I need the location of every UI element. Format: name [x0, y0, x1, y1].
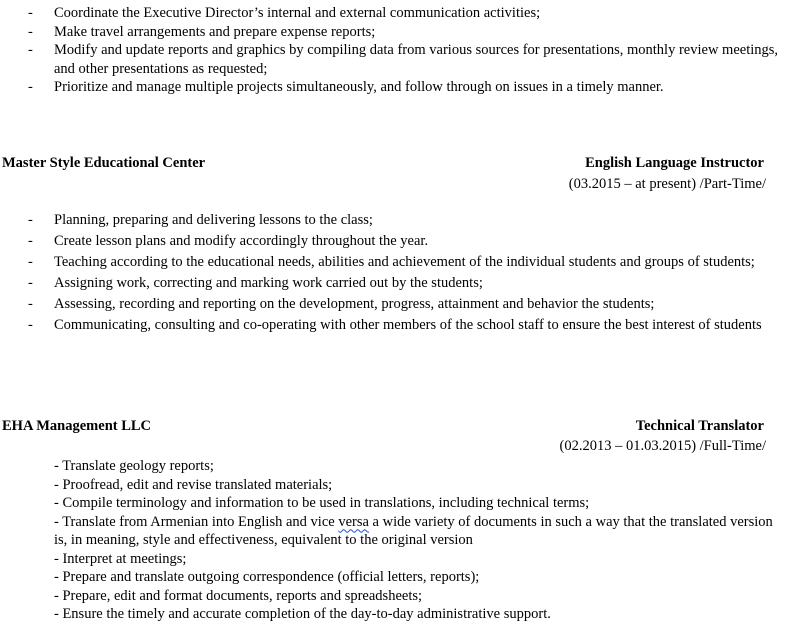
eha-duties [54, 457, 784, 624]
job-header-eha [2, 418, 764, 438]
list-item [0, 273, 780, 294]
list-item: - Interpret at meetings; [54, 550, 187, 567]
company-name: EHA Management LLC [2, 418, 152, 434]
job-title: Technical Translator [635, 418, 764, 434]
job-dates: (02.2013 – 01.03.2015) /Full-Time/ [559, 438, 766, 454]
list-item-text: Make travel arrangements and prepare expense reports; [54, 23, 376, 40]
list-item [0, 23, 780, 42]
bullet-dash: - [28, 296, 33, 312]
bullet-dash: - [28, 233, 33, 249]
master-style-duties [0, 210, 780, 336]
list-item-text: Create lesson plans and modify accordingly throughout the year. [54, 233, 429, 249]
company-name: Master Style Educational Center [2, 155, 206, 171]
bullet-dash: - [28, 5, 33, 21]
list-item [0, 41, 780, 78]
bullet-dash: - [28, 317, 33, 333]
list-item-text: Coordinate the Executive Director’s internal and external communication activities; [54, 5, 541, 21]
bullet-dash: - [28, 23, 33, 40]
bullet-dash: - [28, 42, 33, 58]
job-dates: (03.2015 – at present) /Part-Time/ [568, 176, 766, 192]
bullet-dash: - [28, 275, 33, 291]
bullet-dash: - [28, 212, 33, 228]
list-item [0, 210, 780, 231]
spellcheck-flagged-word: versa [338, 513, 369, 530]
list-item: - Compile terminology and information to be used in translations, including technical terms; [54, 495, 590, 511]
list-item-text: Modify and update reports and graphics by compiling data from various sources for presentations, monthly review meetings, and other presentations as requested; [54, 42, 779, 77]
job-header-master-style [2, 155, 764, 175]
job-title: English Language Instructor [585, 155, 764, 171]
list-item [0, 294, 780, 315]
list-item [0, 231, 780, 252]
list-item [54, 513, 784, 550]
list-item [0, 4, 780, 23]
list-item [0, 315, 780, 336]
list-item-text: a wide variety of documents in such a way that the translated version is, in meaning, style and effectiveness, equivalent to the original version [54, 513, 773, 548]
list-item-text: Prioritize and manage multiple projects simultaneously, and follow through on issues in a timely manner. [54, 79, 664, 95]
list-item-text: Assigning work, correcting and marking work carried out by the students; [54, 275, 483, 291]
bullet-dash: - [28, 79, 33, 95]
list-item: - Ensure the timely and accurate completion of the day-to-day administrative support. [54, 606, 551, 622]
list-item: - Proofread, edit and revise translated materials; [54, 476, 333, 493]
list-item: - Prepare and translate outgoing correspondence (official letters, reports); [54, 569, 480, 585]
list-item [0, 252, 780, 273]
list-item-text: Teaching according to the educational needs, abilities and achievement of the individual students and groups of students; [54, 254, 755, 270]
previous-job-duties [0, 4, 780, 97]
list-item [0, 78, 780, 97]
bullet-dash: - [28, 254, 33, 270]
list-item-text: - Translate from Armenian into English and vice [54, 513, 339, 530]
list-item-text: Planning, preparing and delivering lessons to the class; [54, 212, 373, 228]
list-item-text: Assessing, recording and reporting on the development, progress, attainment and behavior the students; [54, 296, 655, 312]
list-item: - Prepare, edit and format documents, reports and spreadsheets; [54, 587, 423, 604]
list-item-text: Communicating, consulting and co-operating with other members of the school staff to ensure the best interest of students [54, 317, 762, 333]
list-item: - Translate geology reports; [54, 458, 214, 474]
